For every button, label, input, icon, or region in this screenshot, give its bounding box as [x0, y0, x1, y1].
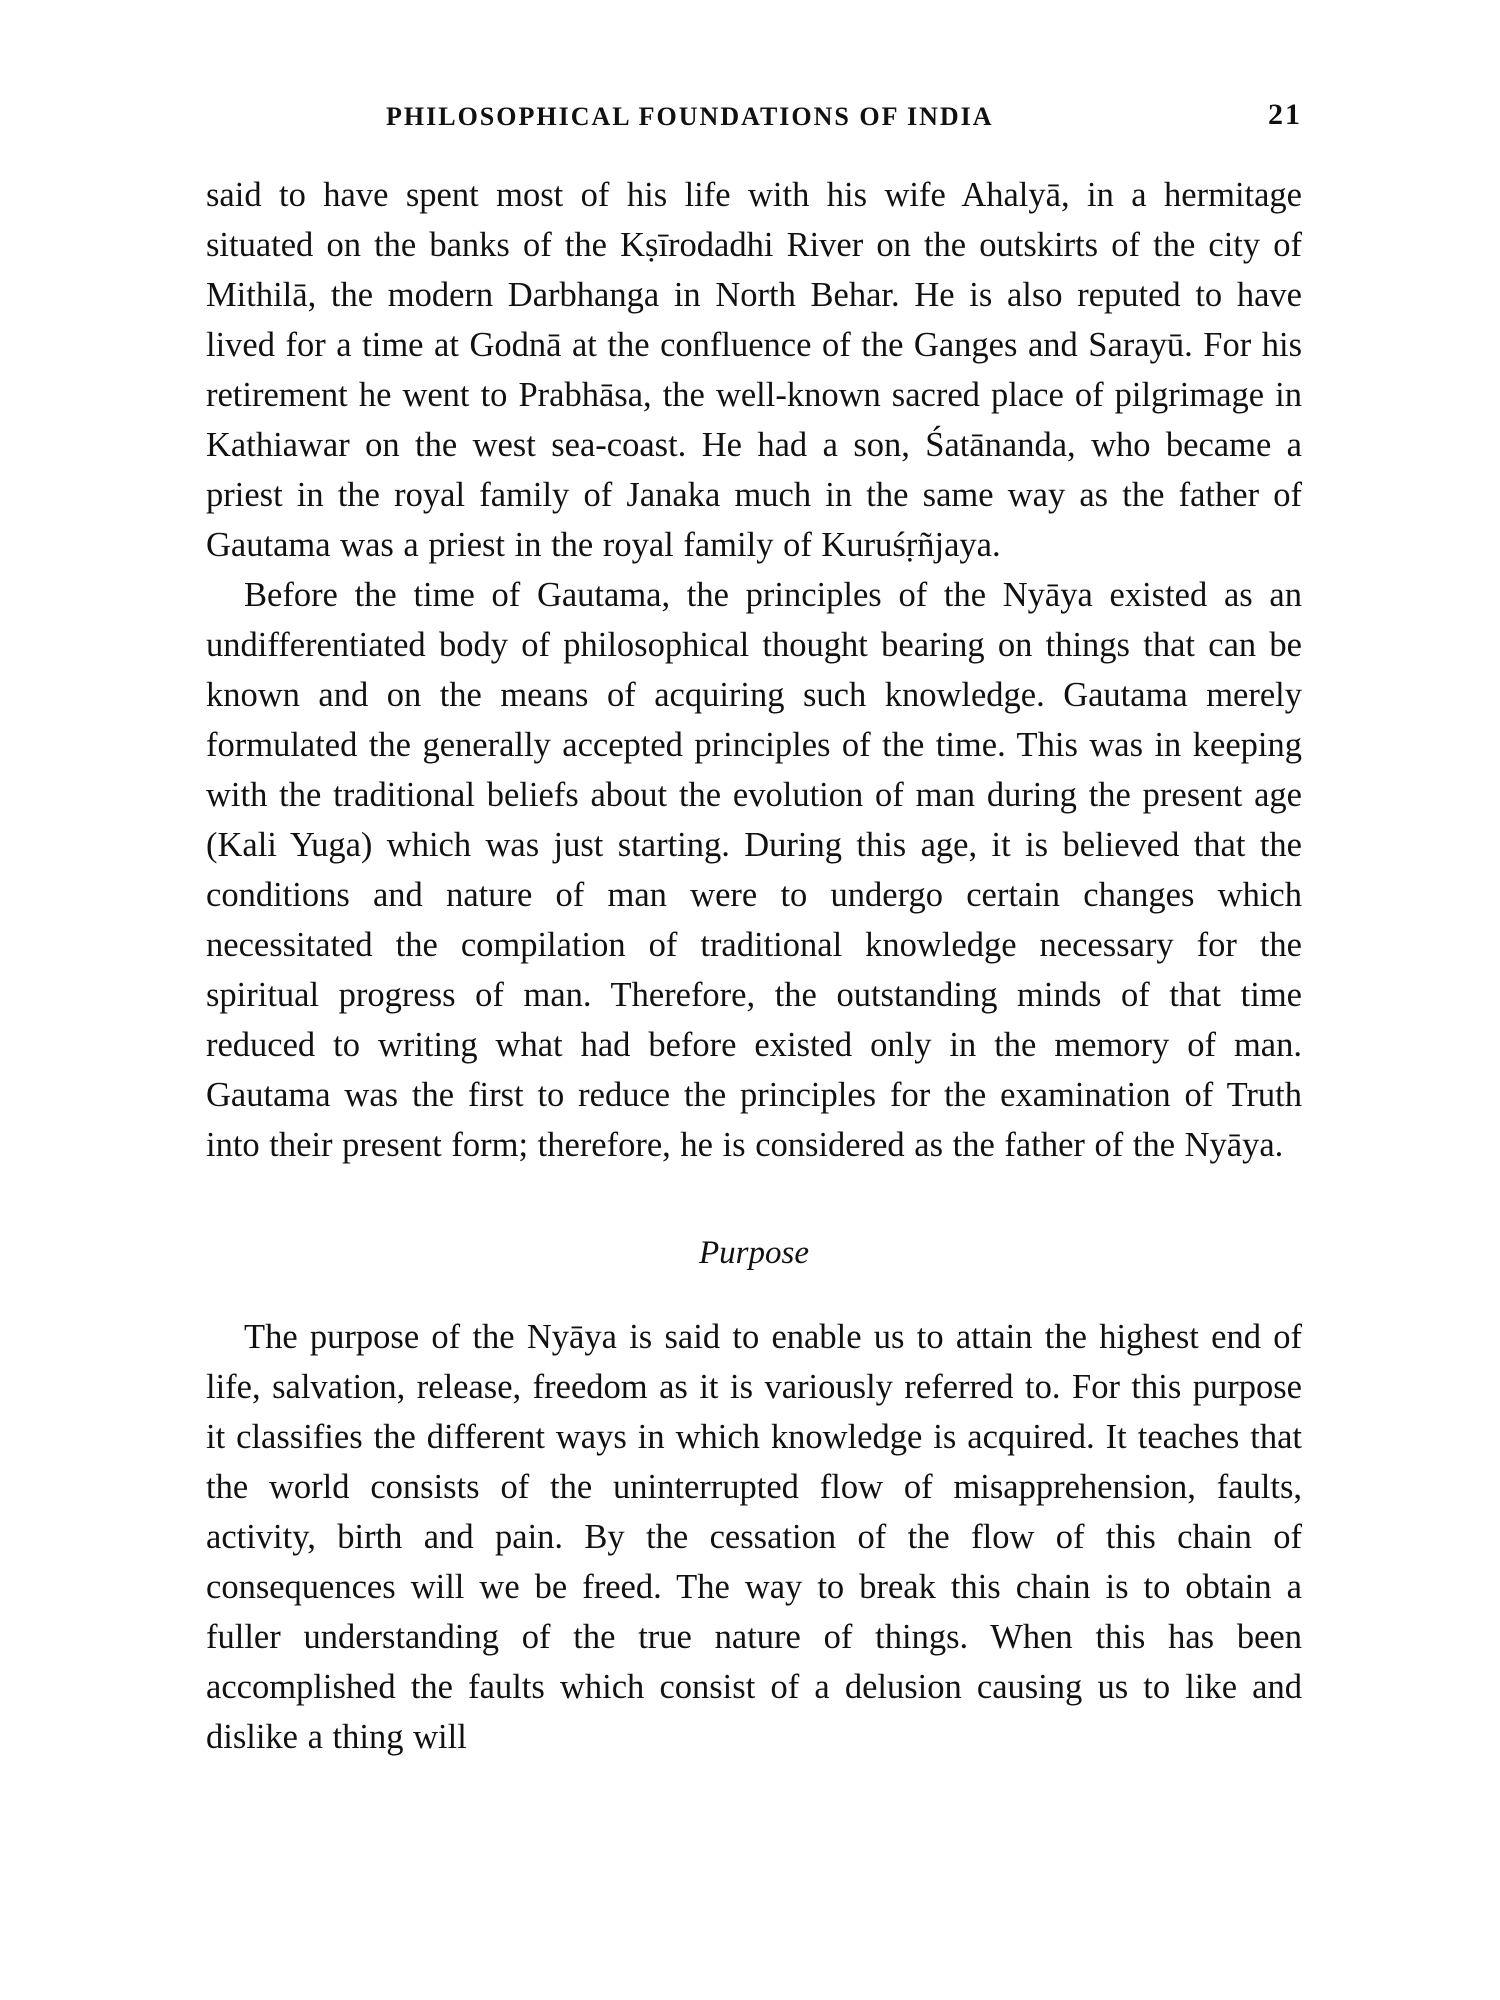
paragraph-continued: said to have spent most of his life with his wife Ahalyā, in a hermitage situated on the banks of the Kṣīrodadhi River on the outskirts of the city of Mithilā, the modern Darbhanga in North Behar. He is also reputed to have lived for a time at Godnā at the confluence of the Ganges and Sarayū. For his retirement he went to Prabhāsa, the well-known sacred place of pilgrimage in Kathiawar on the west sea-coast. He had a son, Śatānanda, who became a priest in the royal family of Janaka much in the same way as the father of Gautama was a priest in the royal family of Kuruśṛñjaya. — [206, 176, 1302, 564]
page-number: 21 — [1268, 98, 1302, 131]
paragraph-purpose: The purpose of the Nyāya is said to enable us to attain the highest end of life, salvation, release, freedom as it is variously referred to. For this purpose it classifies the different ways in which knowledge is acquired. It teaches that the world consists of the uninterrupted flow of misapprehension, faults, activity, birth and pain. By the cessation of the flow of this chain of consequences will we be freed. The way to break this chain is to obtain a fuller understanding of the true nature of things. When this has been accomplished the faults which consist of a delusion causing us to like and dislike a thing will — [206, 1318, 1302, 1756]
book-page — [206, 96, 1302, 1762]
running-title: PHILOSOPHICAL FOUNDATIONS OF INDIA — [386, 102, 994, 131]
paragraph-before-gautama: Before the time of Gautama, the principles of the Nyāya existed as an undifferentiated body of philosophical thought bearing on things that can be known and on the means of acquiring such knowledge. Gautama merely formulated the generally accepted principles of the time. This was in keeping with the traditional beliefs about the evolution of man during the present age (Kali Yuga) which was just starting. During this age, it is believed that the conditions and nature of man were to undergo certain changes which necessitated the compilation of traditional knowledge necessary for the spiritual progress of man. Therefore, the outstanding minds of that time reduced to writing what had before existed only in the memory of man. Gautama was the first to reduce the principles for the examination of Truth into their present form; therefore, he is considered as the father of the Nyāya. — [206, 576, 1302, 1164]
running-head — [206, 96, 1302, 136]
section-heading-purpose: Purpose — [699, 1235, 809, 1271]
